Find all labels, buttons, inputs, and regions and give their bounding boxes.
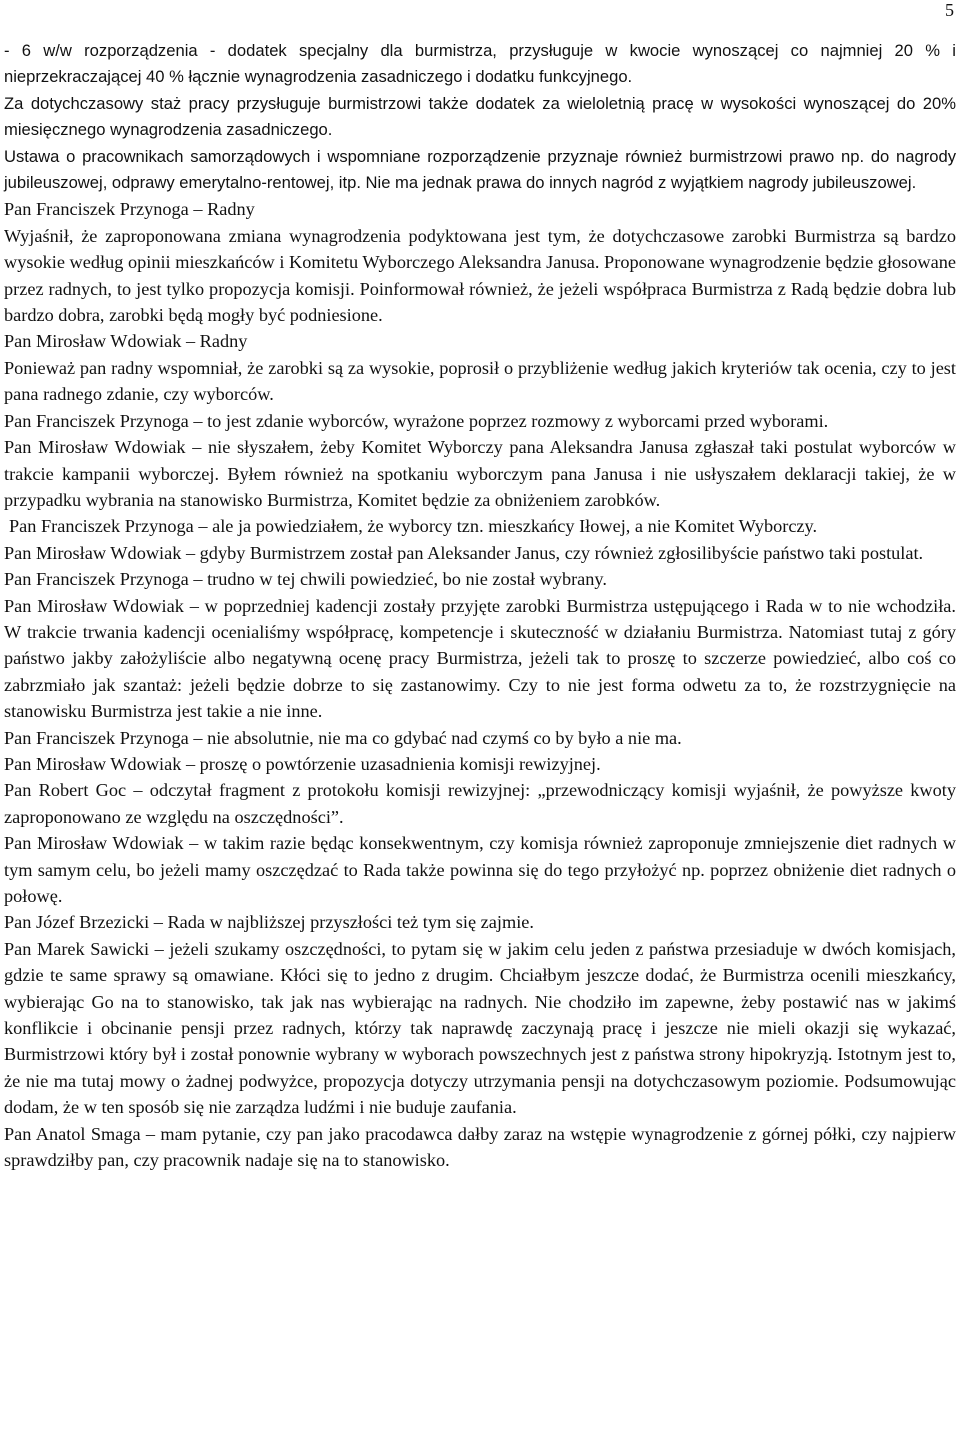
document-body	[4, 38, 956, 1173]
paragraph: Pan Mirosław Wdowiak – proszę o powtórzenie uzasadnienia komisji rewizyjnej.	[4, 753, 601, 774]
paragraph: Pan Marek Sawicki – jeżeli szukamy oszczędności, to pytam się w jakim celu jeden z państwa przesiaduje w dwóch komisjach, gdzie te same sprawy są omawiane. Kłóci się to jedno z drugim. Chciałbym jeszcze dodać, że Burmistrza ocenili mieszkańcy, wybierając Go na to stanowisko, tak jak nas wybierając na radnych. Nie chodziło im zapewne, żeby postawić nas w jakimś konflikcie i obcinanie pensji przez radnych, którzy tak naprawdę zaczynają pracę i jeszcze nie mieli okazji się wykazać, Burmistrzowi który był i został ponownie wybrany w wyborach powszechnych jest z państwa strony hipokryzją. Istotnym jest to, że nie ma tutaj mowy o żadnej podwyżce, propozycja dotyczy utrzymania pensji na dotychczasowym poziomie. Podsumowując dodam, że w ten sposób się nie zarządza ludźmi i nie buduje zaufania.	[4, 938, 956, 1118]
paragraph: Wyjaśnił, że zaproponowana zmiana wynagrodzenia podyktowana jest tym, że dotychczasowe zarobki Burmistrza są bardzo wysokie według opinii mieszkańców i Komitetu Wyborczego Aleksandra Janusa. Proponowane wynagrodzenie będzie głosowane przez radnych, to jest tylko propozycja komisji. Poinformował również, że jeżeli współpraca Burmistrza z Radą będzie dobra lub bardzo dobra, zarobki będą mogły być podniesione.	[4, 225, 956, 326]
paragraph: - 6 w/w rozporządzenia - dodatek specjalny dla burmistrza, przysługuje w kwocie wynoszącej co najmniej 20 % i nieprzekraczającej 40 % łącznie wynagrodzenia zasadniczego i dodatku funkcyjnego.	[4, 41, 956, 87]
paragraph: Pan Franciszek Przynoga – to jest zdanie wyborców, wyrażone poprzez rozmowy z wyborcami przed wyborami.	[4, 410, 829, 431]
paragraph: Pan Franciszek Przynoga – trudno w tej chwili powiedzieć, bo nie został wybrany.	[4, 569, 607, 590]
paragraph: Pan Mirosław Wdowiak – gdyby Burmistrzem został pan Aleksander Janus, czy również zgłosilibyście państwo taki postulat.	[4, 542, 924, 563]
paragraph: Za dotychczasowy staż pracy przysługuje burmistrzowi także dodatek za wieloletnią pracę w wysokości wynoszącej do 20% miesięcznego wynagrodzenia zasadniczego.	[4, 93, 956, 140]
paragraph: Pan Franciszek Przynoga – ale ja powiedziałem, że wyborcy tzn. mieszkańcy Iłowej, a nie Komitet Wyborczy.	[9, 516, 818, 537]
page-number: 5	[945, 0, 954, 20]
paragraph: Pan Józef Brzezicki – Rada w najbliższej przyszłości też tym się zajmie.	[4, 912, 534, 933]
paragraph: Pan Mirosław Wdowiak – w poprzedniej kadencji zostały przyjęte zarobki Burmistrza ustępującego i Rada w to nie wchodziła. W trakcie trwania kadencji ocenialiśmy współpracę, kompetencje i skuteczność w działaniu Burmistrza. Natomiast tutaj z góry państwo jakby założyliście albo negatywną ocenę pracy Burmistrza, jeżeli tak to proszę to szczerze powiedzieć, albo coś co zabrzmiało jak szantaż: jeżeli będzie dobrze to się zastanowimy. Czy to nie jest forma odwetu za to, że rozstrzygnięcie na stanowisku Burmistrza jest takie a nie inne.	[4, 595, 956, 722]
paragraph: Ponieważ pan radny wspomniał, że zarobki są za wysokie, poprosił o przybliżenie według jakich kryteriów tak ocenia, czy to jest pana radnego zdanie, czy wyborców.	[4, 357, 956, 405]
paragraph: Pan Franciszek Przynoga – Radny	[4, 199, 255, 220]
paragraph: Pan Franciszek Przynoga – nie absolutnie, nie ma co gdybać nad czymś co by było a nie ma.	[4, 727, 682, 748]
paragraph: Pan Anatol Smaga – mam pytanie, czy pan jako pracodawca dałby zaraz na wstępie wynagrodzenie z górnej półki, czy najpierw sprawdziłby pan, czy pracownik nadaje się na to stanowisko.	[4, 1123, 956, 1171]
paragraph: Ustawa o pracownikach samorządowych i wspomniane rozporządzenie przyznaje również burmistrzowi prawo np. do nagrody jubileuszowej, odprawy emerytalno-rentowej, itp. Nie ma jednak prawa do innych nagród z wyjątkiem nagrody jubileuszowej.	[4, 146, 956, 193]
paragraph: Pan Mirosław Wdowiak – Radny	[4, 331, 248, 352]
paragraph: Pan Mirosław Wdowiak – w takim razie będąc konsekwentnym, czy komisja również zaproponuje zmniejszenie diet radnych w tym samym celu, bo jeżeli mamy oszczędzać to Rada także powinna się do tego przyłożyć np. poprzez obniżenie diet radnych o połowę.	[4, 833, 956, 906]
paragraph: Pan Mirosław Wdowiak – nie słyszałem, żeby Komitet Wyborczy pana Aleksandra Janusa zgłaszał taki postulat wyborców w trakcie kampanii wyborczej. Byłem również na spotkaniu wyborczym pana Janusa i nie usłyszałem deklaracji takiej, że w przypadku wybrania na stanowisko Burmistrza, Komitet będzie za obniżeniem zarobków.	[4, 437, 956, 510]
paragraph: Pan Robert Goc – odczytał fragment z protokołu komisji rewizyjnej: „przewodniczący komisji wyjaśnił, że powyższe kwoty zaproponowano ze względu na oszczędności”.	[4, 780, 956, 827]
